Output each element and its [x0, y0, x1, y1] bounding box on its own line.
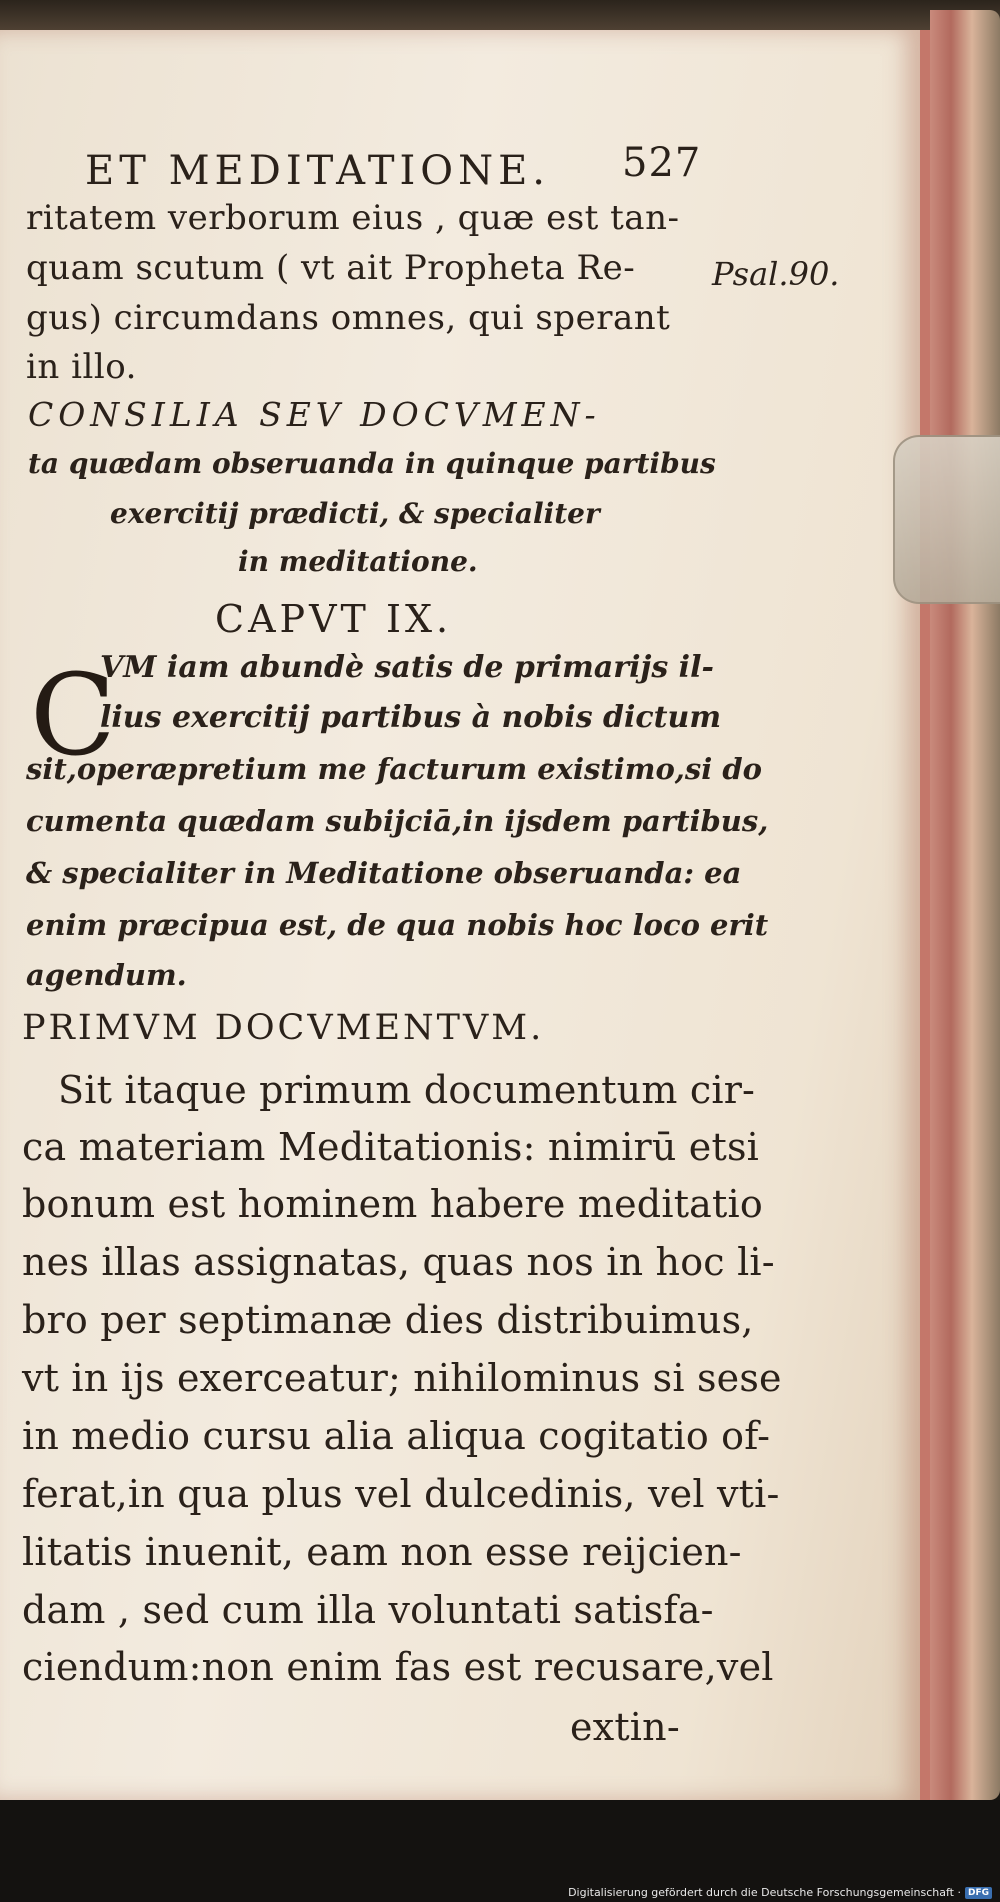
chapter-title: CAPVT IX.	[215, 597, 453, 641]
italic-line: sit,operæpretium me facturum existimo,si do	[26, 752, 762, 786]
heading-line: CONSILIA SEV DOCVMEN-	[28, 395, 601, 434]
body-line: Sit itaque primum documentum cir-	[58, 1068, 756, 1112]
heading-line: exercitij prædicti, & specialiter	[110, 497, 600, 530]
margin-note: Psal.90.	[712, 255, 840, 293]
heading-line: ta quædam obseruanda in quinque partibus	[28, 447, 716, 480]
credit-text: Digitalisierung gefördert durch die Deutsche Forschungsgemeinschaft ·	[568, 1886, 961, 1899]
body-line: bro per septimanæ dies distribuimus,	[22, 1298, 754, 1342]
text-line: quam scutum ( vt ait Propheta Re-	[26, 248, 636, 288]
drop-cap: C	[30, 651, 116, 781]
italic-line: VM iam abundè satis de primarijs il-	[100, 650, 714, 685]
dfg-logo: DFG	[965, 1887, 992, 1899]
italic-line: lius exercitij partibus à nobis dictum	[100, 700, 722, 735]
text-line: ritatem verborum eius , quæ est tan-	[26, 198, 680, 238]
section-heading: PRIMVM DOCVMENTVM.	[22, 1008, 545, 1048]
body-line: ca materiam Meditationis: nimirū etsi	[22, 1125, 760, 1169]
body-line: ciendum:non enim fas est recusare,vel	[22, 1645, 774, 1689]
digitization-credit	[568, 1886, 992, 1899]
body-line: litatis inuenit, eam non esse reijcien-	[22, 1530, 742, 1574]
text-line: gus) circumdans omnes, qui sperant	[26, 298, 671, 338]
body-line: nes illas assignatas, quas nos in hoc li-	[22, 1240, 775, 1284]
italic-line: & specialiter in Meditatione obseruanda: ea	[26, 856, 742, 890]
italic-line: cumenta quædam subijciā,in ijsdem partibus,	[26, 804, 769, 838]
text-line: in illo.	[26, 347, 137, 387]
running-head: ET MEDITATIONE.	[85, 148, 550, 194]
footer-bar	[0, 1800, 1000, 1902]
book-clasp	[893, 435, 1000, 604]
body-line: bonum est hominem habere meditatio	[22, 1182, 763, 1226]
page-number: 527	[622, 140, 702, 186]
body-line: ferat,in qua plus vel dulcedinis, vel vti-	[22, 1472, 780, 1516]
italic-line: agendum.	[26, 958, 187, 992]
body-line: in medio cursu alia aliqua cogitatio of-	[22, 1414, 771, 1458]
italic-line: enim præcipua est, de qua nobis hoc loco erit	[26, 908, 769, 942]
body-line: dam , sed cum illa voluntati satisfa-	[22, 1588, 714, 1632]
book-edge	[930, 10, 1000, 1800]
body-line: vt in ijs exerceatur; nihilominus si sese	[22, 1356, 782, 1400]
heading-line: in meditatione.	[238, 545, 478, 578]
catchword: extin-	[570, 1705, 680, 1749]
